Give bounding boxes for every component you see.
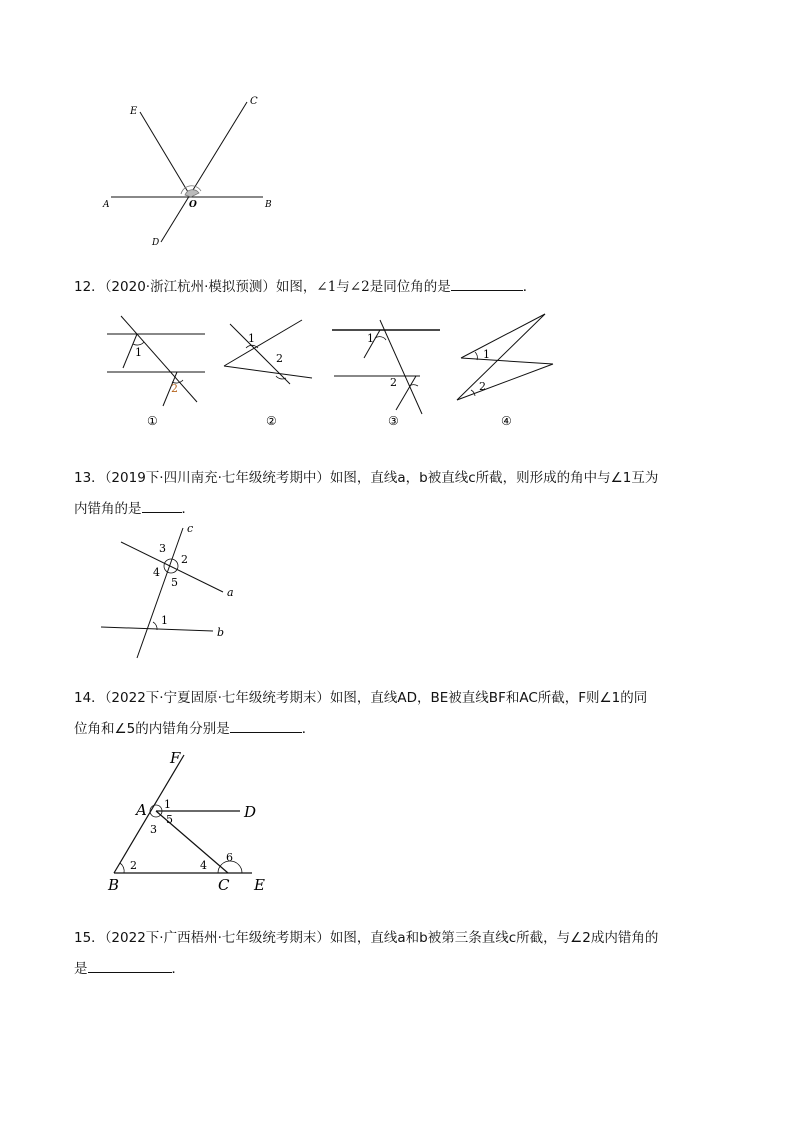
- q12-figure-2: [220, 310, 325, 435]
- label-c: C: [250, 96, 258, 107]
- q13-number: 13．: [74, 470, 105, 486]
- q14-label-5: 5: [166, 813, 173, 826]
- q12f4-caption: ④: [501, 414, 512, 428]
- q12f2-label-1: 1: [248, 332, 255, 345]
- label-o: O: [189, 200, 197, 210]
- label-d: D: [152, 238, 160, 248]
- q12f3-arc-1: [375, 337, 386, 340]
- q12-text-c: 是同位角的是: [369, 279, 451, 295]
- q14-source: （2022下·宁夏固原·七年级统考期末）: [104, 690, 330, 706]
- q14-arc-b: [120, 863, 124, 873]
- q12f2-label-2: 2: [276, 352, 283, 365]
- q12-figure-3: [330, 310, 445, 435]
- q14-label-a: A: [136, 801, 147, 819]
- q13-label-5: 5: [171, 576, 178, 589]
- q15-text-1: 如图，直线a和b被第三条直线c所截，与∠2成内错角的: [329, 930, 659, 946]
- q12f4-line-3: [457, 364, 553, 400]
- q13-tail: ．: [181, 501, 195, 517]
- q14-label-6: 6: [226, 851, 233, 864]
- q14-line-bf: [114, 755, 184, 873]
- q12-answer-blank[interactable]: [451, 276, 523, 291]
- q12f2-line-1: [224, 320, 302, 366]
- q12f2-caption: ②: [266, 414, 277, 428]
- q13-line-1: [74, 468, 658, 488]
- figure-angle-o: [95, 90, 295, 255]
- q14-label-1: 1: [164, 798, 171, 811]
- label-e: E: [130, 106, 138, 117]
- q14-text-1: 如图，直线AD，BE被直线BF和AC所截，F则∠1的同: [329, 690, 648, 706]
- q13-label-b: b: [217, 626, 225, 639]
- q13-label-c: c: [187, 522, 194, 535]
- q12f3-label-1: 1: [367, 332, 374, 345]
- q13-label-4: 4: [153, 566, 160, 579]
- q12f1-transversal: [121, 316, 197, 402]
- q14-answer-blank[interactable]: [230, 718, 302, 733]
- q15-line-1: [74, 928, 658, 948]
- q12-angle1: ∠1: [316, 279, 337, 295]
- q12f4-label-1: 1: [483, 348, 490, 361]
- q13-source: （2019下·四川南充·七年级统考期中）: [104, 470, 330, 486]
- q12f3-label-2: 2: [390, 376, 397, 389]
- q13-text-2: 内错角的是: [74, 501, 142, 517]
- q13-label-1: 1: [161, 614, 168, 627]
- q15-number: 15．: [74, 930, 105, 946]
- q12f3-caption: ③: [388, 414, 399, 428]
- q14-label-d: D: [244, 803, 257, 821]
- label-a: A: [103, 200, 110, 210]
- label-b: B: [265, 200, 272, 210]
- q12f4-line-1: [461, 314, 545, 358]
- q12f1-label-1: 1: [135, 346, 142, 359]
- q13-text-1: 如图，直线a，b被直线c所截，则形成的角中与∠1互为: [329, 470, 659, 486]
- q12-figure-4: [455, 310, 560, 435]
- q12-tail: ．: [522, 279, 537, 295]
- q12-text: [74, 276, 536, 297]
- q15-text-2: 是: [74, 961, 88, 977]
- q14-tail: ．: [301, 721, 316, 737]
- q12-text-a: 如图，: [275, 279, 317, 295]
- q12-angle2: ∠2: [349, 279, 370, 295]
- q12-text-b: 与: [336, 279, 350, 295]
- q12-source: （2020·浙江杭州·模拟预测）: [104, 279, 276, 295]
- q12f3-transversal: [380, 320, 422, 414]
- q13-label-2: 2: [181, 553, 188, 566]
- q15-answer-blank[interactable]: [88, 958, 172, 973]
- q12f1-label-2: 2: [171, 382, 178, 395]
- q14-label-3: 3: [150, 823, 157, 836]
- q14-label-e: E: [254, 876, 265, 894]
- q12f2-arc-2: [276, 376, 286, 379]
- q13-figure: [95, 520, 255, 665]
- q12f4-line-2: [461, 358, 553, 364]
- q15-line-2: [74, 958, 185, 979]
- q12-figure-1: [105, 310, 215, 435]
- q15-source: （2022下·广西梧州·七年级统考期末）: [104, 930, 330, 946]
- q13-answer-blank[interactable]: [142, 498, 182, 513]
- q15-tail: ．: [171, 961, 185, 977]
- q14-line-2: [74, 718, 315, 739]
- q12-number: 12．: [74, 279, 105, 295]
- q12f4-line-4: [457, 314, 545, 400]
- q12f1-arc-1: [133, 342, 144, 345]
- q14-label-2: 2: [130, 859, 137, 872]
- q14-label-b: B: [108, 876, 120, 894]
- q13-line-2: [74, 498, 195, 519]
- line-eo: [140, 112, 191, 197]
- q12f1-caption: ①: [147, 414, 158, 428]
- q14-number: 14．: [74, 690, 105, 706]
- q12f4-label-2: 2: [479, 380, 486, 393]
- q12f4-arc-2: [471, 390, 475, 396]
- q14-text-2: 位角和∠5的内错角分别是: [74, 721, 230, 737]
- q12f2-line-2: [224, 366, 312, 378]
- q14-label-f: F: [170, 749, 181, 767]
- q14-line-1: [74, 688, 647, 708]
- q14-label-4: 4: [200, 859, 207, 872]
- q13-label-3: 3: [159, 542, 166, 555]
- q14-label-c: C: [218, 876, 230, 894]
- q13-label-a: a: [227, 586, 234, 599]
- line-cd: [161, 102, 247, 242]
- q14-figure: [100, 745, 280, 895]
